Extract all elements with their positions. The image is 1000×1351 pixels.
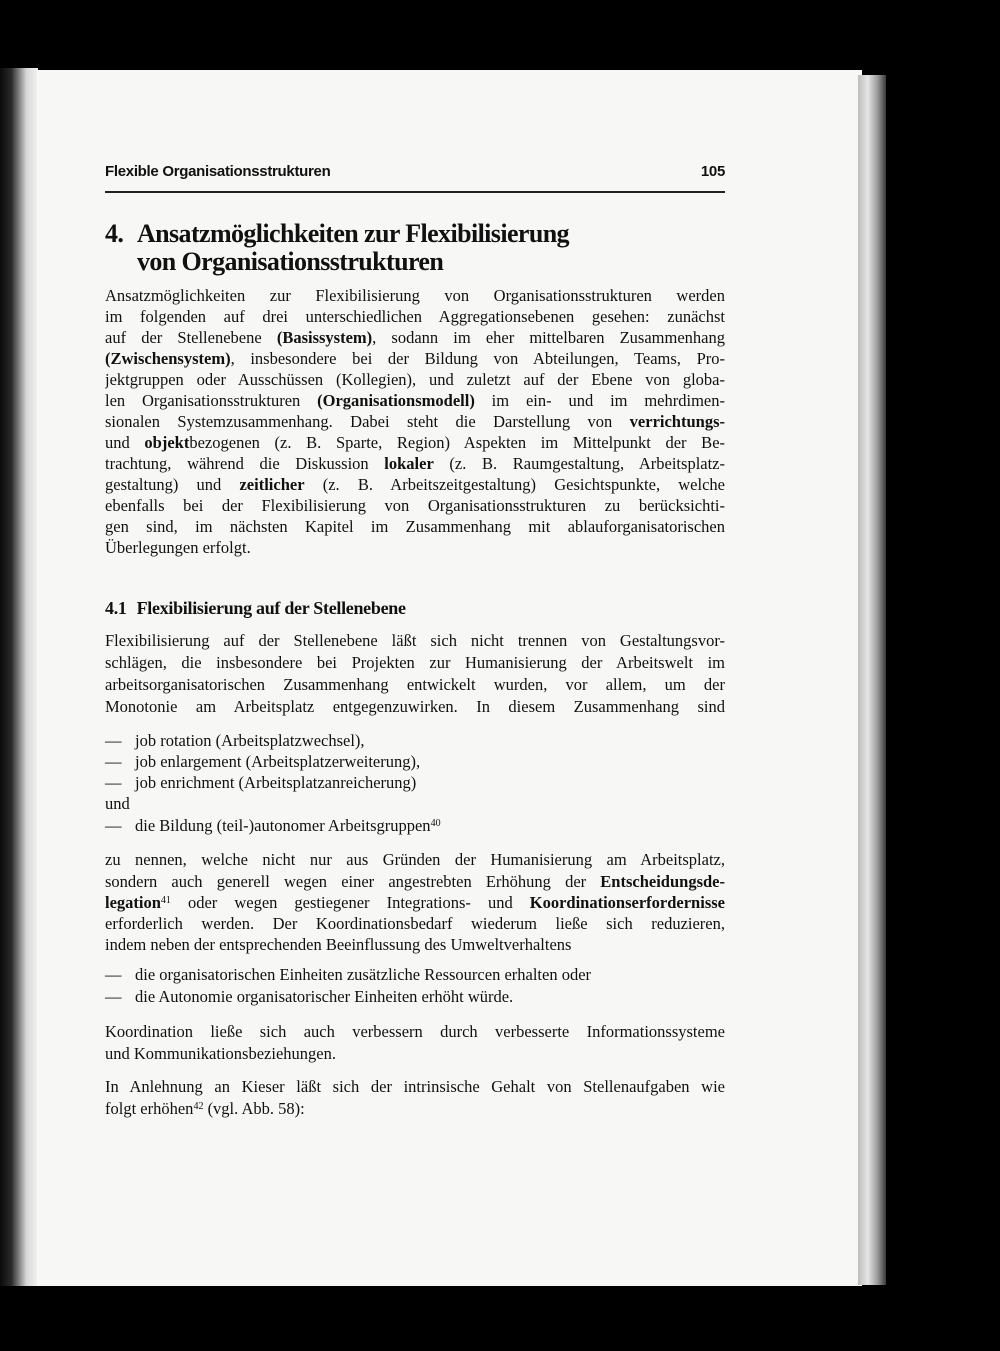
text-run: (z. B. Arbeitszeitgestaltung) Gesichtspunkte, welche [304,475,725,494]
text-run: auf der Stellenebene [105,328,277,347]
text-run: und [105,433,145,452]
para3-line: indem neben der entsprechenden Beeinflussung des Umweltverhaltens [105,935,572,954]
para3-line [105,872,725,892]
list-item [105,731,365,751]
text-run: im ein- und im mehrdimen- [474,391,725,410]
text-run: oder wegen gestiegener Integrations- und [170,893,530,912]
term-entscheidungsdelegation: Entscheidungsde- [600,872,725,891]
list-connector: und [105,794,130,813]
section-title-line2: von Organisationsstrukturen [137,247,444,276]
para1-line: gen sind, im nächsten Kapitel im Zusammenhang mit ablauforganisatorischen [105,517,725,536]
para2-line: schlägen, die insbesondere bei Projekten zur Humanisierung der Arbeitswelt im [105,653,725,672]
list-item [105,773,416,793]
text-run: (z. B. Raumgestaltung, Arbeitsplatz- [433,454,725,473]
footnote-ref: 42 [193,1101,204,1112]
para5-line: In Anlehnung an Kieser läßt sich der intrinsische Gehalt von Stellenaufgaben wie [105,1077,725,1096]
para1-line: Überlegungen erfolgt. [105,538,251,557]
text-run: sondern auch generell wegen einer angestrebten Erhöhung der [105,872,601,891]
dash: — [105,731,122,750]
list-text: die Autonomie organisatorischer Einheiten erhöht würde. [135,987,514,1006]
text-run: trachtung, während die Diskussion [105,454,385,473]
para1-line: im folgenden auf drei unterschiedlichen Aggregationsebenen gesehen: zunächst [105,307,725,326]
text-run: , insbesondere bei der Bildung von Abteilungen, Teams, Pro- [230,349,725,368]
para3-line [105,893,725,913]
list-text: job rotation (Arbeitsplatzwechsel), [135,731,365,750]
list-text: job enlargement (Arbeitsplatzerweiterung), [135,752,421,771]
para2-line: arbeitsorganisatorischen Zusammenhang entwickelt wurden, vor allem, um der [105,675,725,694]
list-text: job enrichment (Arbeitsplatzanreicherung) [135,773,417,792]
para4-line: und Kommunikationsbeziehungen. [105,1044,336,1063]
subsection-number: 4.1 [105,598,127,618]
dash: — [105,987,122,1006]
term-basissystem: (Basissystem) [276,328,373,347]
para5-line [105,1099,725,1119]
para1-line [105,412,725,432]
para1-line: ebenfalls bei der Flexibilisierung von Organisationsstrukturen zu berücksichti- [105,496,725,515]
term-organisationsmodell: (Organisationsmodell) [317,391,475,410]
header-rule [105,191,725,193]
para2-line: Monotonie am Arbeitsplatz entgegenzuwirken. In diesem Zusammenhang sind [105,697,725,716]
list-item [105,752,420,772]
subsection-heading [105,598,406,619]
text-run: sionalen Systemzusammenhang. Dabei steht die Darstellung von [105,412,630,431]
section-number: 4. [105,219,124,248]
para1-line [105,475,725,495]
list-text: die Bildung (teil-)autonomer Arbeitsgruppen [135,816,431,835]
text-run: bezogenen (z. B. Sparte, Region) Aspekten im Mittelpunkt der Be- [189,433,725,452]
list-item [105,987,513,1007]
term-delegation: legation [105,893,161,912]
running-title: Flexible Organisationsstrukturen [105,163,331,180]
para3-line: erforderlich werden. Der Koordinationsbedarf wiederum ließe sich reduzieren, [105,914,725,933]
para1-line [105,454,725,474]
dash: — [105,816,122,835]
text-run: gestaltung) und [105,475,240,494]
dash: — [105,965,122,984]
para3-line: zu nennen, welche nicht nur aus Gründen der Humanisierung am Arbeitsplatz, [105,850,725,869]
dash: — [105,773,122,792]
para1-line [105,349,725,369]
term-koordinationserfordernisse: Koordinationserfordernisse [529,893,725,912]
text-run: (vgl. Abb. 58): [203,1099,305,1118]
footnote-ref: 40 [430,818,441,829]
para1-line: jektgruppen oder Ausschüssen (Kollegien), und zuletzt auf der Ebene von globa- [105,370,725,389]
page-number: 105 [700,163,725,180]
text-run: len Organisationsstrukturen [105,391,318,410]
list-item [105,965,591,985]
para2-line: Flexibilisierung auf der Stellenebene läßt sich nicht trennen von Gestaltungsvor- [105,631,725,650]
section-title-line1: Ansatzmöglichkeiten zur Flexibilisierung [137,219,569,248]
text-run: folgt erhöhen [105,1099,194,1118]
page-stack-edge [858,75,886,1285]
para1-line [105,328,725,348]
list-text: die organisatorischen Einheiten zusätzliche Ressourcen erhalten oder [135,965,592,984]
list-item [105,816,441,836]
subsection-title: Flexibilisierung auf der Stellenebene [136,598,406,618]
footnote-ref: 41 [160,895,171,906]
term-lokaler: lokaler [384,454,434,473]
term-objekt: objekt [144,433,190,452]
adjacent-page-edge [0,68,38,1286]
para1-line [105,433,725,453]
para1-line: Ansatzmöglichkeiten zur Flexibilisierung von Organisationsstrukturen werden [105,286,725,305]
text-run: , sodann im eher mittelbaren Zusammenhang [372,328,725,347]
term-zwischensystem: (Zwischensystem) [105,349,231,368]
term-zeitlicher: zeitlicher [239,475,305,494]
para4-line: Koordination ließe sich auch verbessern durch verbesserte Informationssysteme [105,1022,725,1041]
term-verrichtungs: verrichtungs- [629,412,725,431]
para1-line [105,391,725,411]
dash: — [105,752,122,771]
